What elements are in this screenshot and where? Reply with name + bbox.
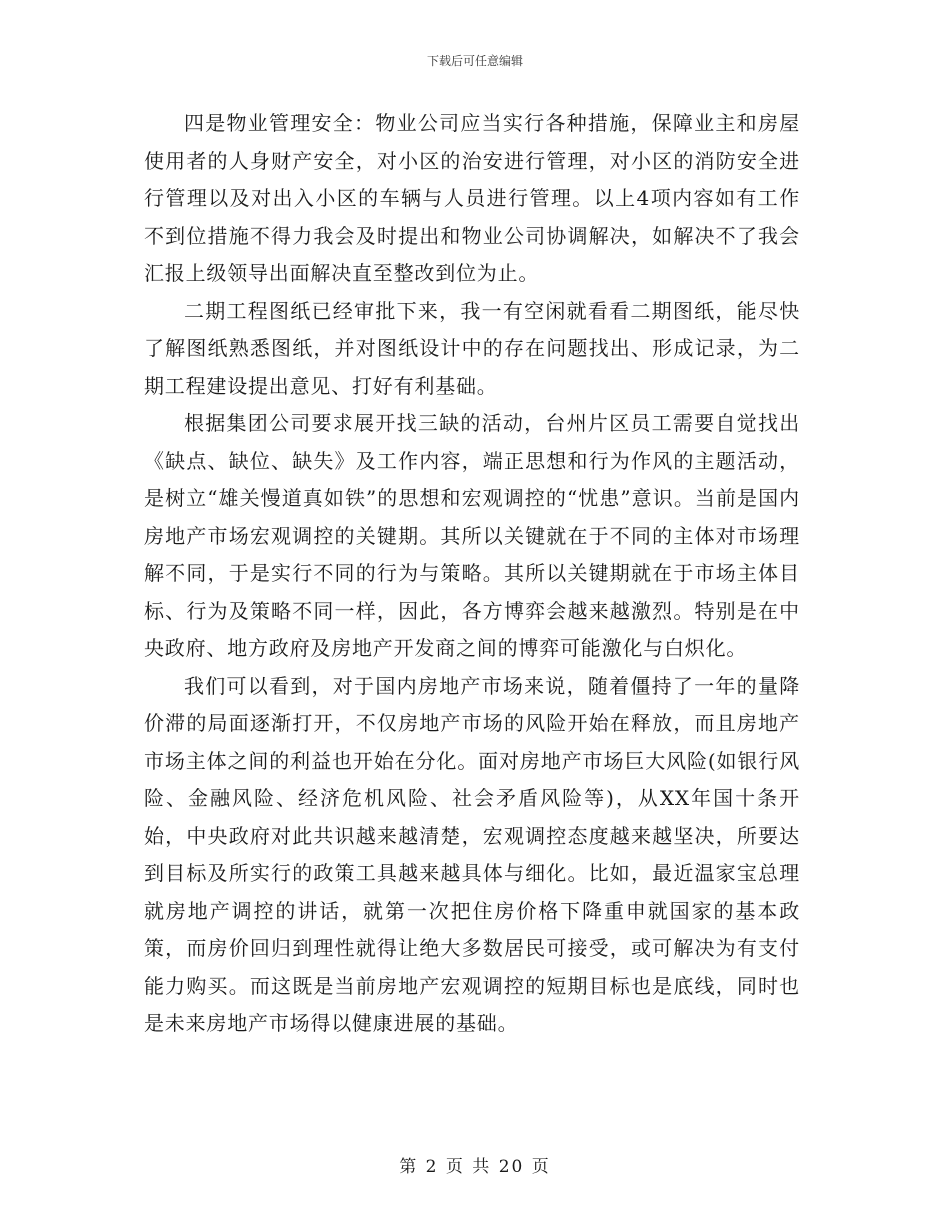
page-header-note: 下载后可任意编辑 <box>426 54 523 68</box>
paragraph-property-safety: 四是物业管理安全：物业公司应当实行各种措施，保障业主和房屋使用者的人身财产安全，对小区的治安进行管理，对小区的消防安全进行管理以及对出入小区的车辆与人员进行管理。以上4项内容如有工作不到位措施不得力我会及时提出和物业公司协调解决，如解决不了我会汇报上级领导出面解决直至整改到位为止。 <box>144 111 800 285</box>
paragraph-phase-two-drawings: 二期工程图纸已经审批下来，我一有空闲就看看二期图纸，能尽快了解图纸熟悉图纸，并对图纸设计中的存在问题找出、形成记录，为二期工程建设提出意见、打好有利基础。 <box>144 298 800 398</box>
paragraph-three-shortcomings: 根据集团公司要求展开找三缺的活动，台州片区员工需要自觉找出《缺点、缺位、缺失》及工作内容，端正思想和行为作风的主题活动，是树立“雄关慢道真如铁”的思想和宏观调控的“忧患”意识。当前是国内房地产市场宏观调控的关键期。其所以关键就在于不同的主体对市场理解不同，于是实行不同的行为与策略。其所以关键期就在于市场主体目标、行为及策略不同一样，因此，各方博弈会越来越激烈。特别是在中央政府、地方政府及房地产开发商之间的博弈可能激化与白炽化。 <box>144 411 800 660</box>
page-number-footer: 第 2 页 共 20 页 <box>399 1157 551 1177</box>
document-body <box>144 105 800 1043</box>
paragraph-real-estate-market: 我们可以看到，对于国内房地产市场来说，随着僵持了一年的量降价滞的局面逐渐打开，不仅房地产市场的风险开始在释放，而且房地产市场主体之间的利益也开始在分化。面对房地产市场巨大风险(如银行风险、金融风险、经济危机风险、社会矛盾风险等)，从XX年国十条开始，中央政府对此共识越来越清楚，宏观调控态度越来越坚决，所要达到目标及所实行的政策工具越来越具体与细化。比如，最近温家宝总理就房地产调控的讲话，就第一次把住房价格下降重申就国家的基本政策，而房价回归到理性就得让绝大多数居民可接受，或可解决为有支付能力购买。而这既是当前房地产宏观调控的短期目标也是底线，同时也是未来房地产市场得以健康进展的基础。 <box>144 673 800 1035</box>
